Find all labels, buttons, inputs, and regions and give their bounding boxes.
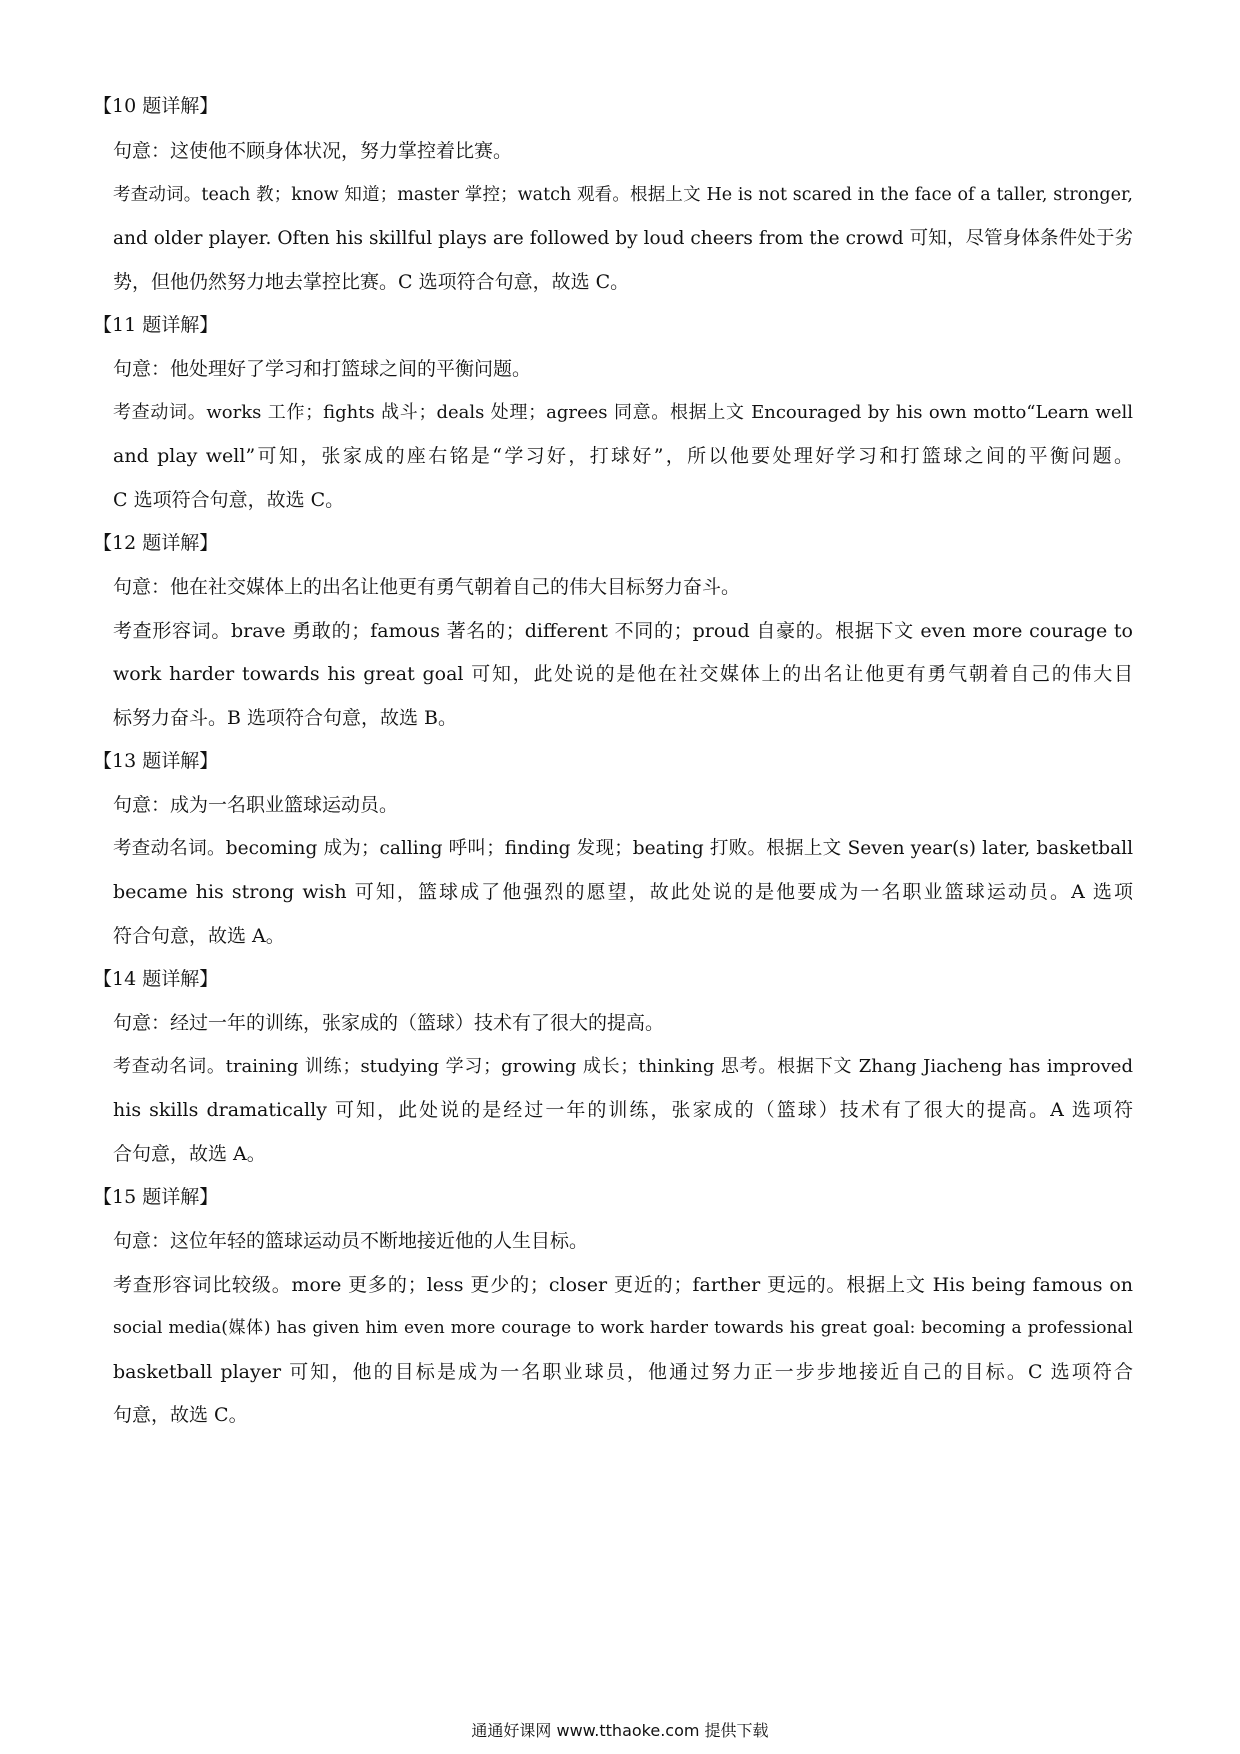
section-heading-11: 【11 题详解】 [93, 314, 219, 336]
explanation-line: social media(媒体) has given him even more courage to work harder towards his great goal: becoming a professional [113, 1318, 1133, 1338]
explanation-line: and play well”可知，张家成的座右铭是“学习好，打球好”，所以他要处理好学习和打篮球之间的平衡问题。 [113, 445, 1133, 467]
explanation-line: his skills dramatically 可知，此处说的是经过一年的训练，张家成的（篮球）技术有了很大的提高。A 选项符 [113, 1099, 1133, 1121]
explanation-line: 势，但他仍然努力地去掌控比赛。C 选项符合句意，故选 C。 [113, 271, 630, 293]
meaning-line-12: 句意：他在社交媒体上的出名让他更有勇气朝着自己的伟大目标努力奋斗。 [113, 576, 741, 598]
explanation-line: became his strong wish 可知，篮球成了他强烈的愿望，故此处说的是他要成为一名职业篮球运动员。A 选项 [113, 881, 1133, 903]
section-heading-10: 【10 题详解】 [93, 95, 219, 117]
explanation-line: 考查形容词。brave 勇敢的；famous 著名的；different 不同的；proud 自豪的。根据下文 even more courage to [113, 620, 1133, 642]
section-heading-13: 【13 题详解】 [93, 750, 219, 772]
explanation-line: 考查动名词。training 训练；studying 学习；growing 成长；thinking 思考。根据下文 Zhang Jiacheng has improved [113, 1056, 1133, 1077]
explanation-line: basketball player 可知，他的目标是成为一名职业球员，他通过努力正一步步地接近自己的目标。C 选项符合 [113, 1361, 1133, 1383]
meaning-line-10: 句意：这使他不顾身体状况，努力掌控着比赛。 [113, 140, 513, 162]
meaning-line-14: 句意：经过一年的训练，张家成的（篮球）技术有了很大的提高。 [113, 1012, 665, 1034]
explanation-line: 考查动词。works 工作；fights 战斗；deals 处理；agrees 同意。根据上文 Encouraged by his own motto“Learn well [113, 402, 1133, 423]
explanation-line: 合句意，故选 A。 [113, 1143, 266, 1165]
explanation-line: 符合句意，故选 A。 [113, 925, 285, 947]
explanation-line: work harder towards his great goal 可知，此处说的是他在社交媒体上的出名让他更有勇气朝着自己的伟大目 [113, 663, 1133, 685]
explanation-line: 考查动名词。becoming 成为；calling 呼叫；finding 发现；beating 打败。根据上文 Seven year(s) later, basketball [113, 838, 1133, 859]
explanation-line: C 选项符合句意，故选 C。 [113, 489, 345, 511]
explanation-line: 句意，故选 C。 [113, 1404, 248, 1426]
meaning-line-15: 句意：这位年轻的篮球运动员不断地接近他的人生目标。 [113, 1230, 589, 1252]
explanation-line: 考查动词。teach 教；know 知道；master 掌控；watch 观看。根据上文 He is not scared in the face of a taller, stronger, [113, 185, 1133, 205]
section-heading-12: 【12 题详解】 [93, 532, 219, 554]
explanation-line: 考查形容词比较级。more 更多的；less 更少的；closer 更近的；farther 更远的。根据上文 His being famous on [113, 1274, 1133, 1296]
explanation-line: 标努力奋斗。B 选项符合句意，故选 B。 [113, 707, 458, 729]
page-footer: 通通好课网 www.tthaoke.com 提供下载 [471, 1721, 769, 1740]
explanation-line: and older player. Often his skillful plays are followed by loud cheers from the crowd 可知，尽管身体条件处于劣 [113, 228, 1133, 249]
meaning-line-13: 句意：成为一名职业篮球运动员。 [113, 794, 399, 816]
section-heading-14: 【14 题详解】 [93, 968, 219, 990]
section-heading-15: 【15 题详解】 [93, 1186, 219, 1208]
meaning-line-11: 句意：他处理好了学习和打篮球之间的平衡问题。 [113, 358, 532, 380]
